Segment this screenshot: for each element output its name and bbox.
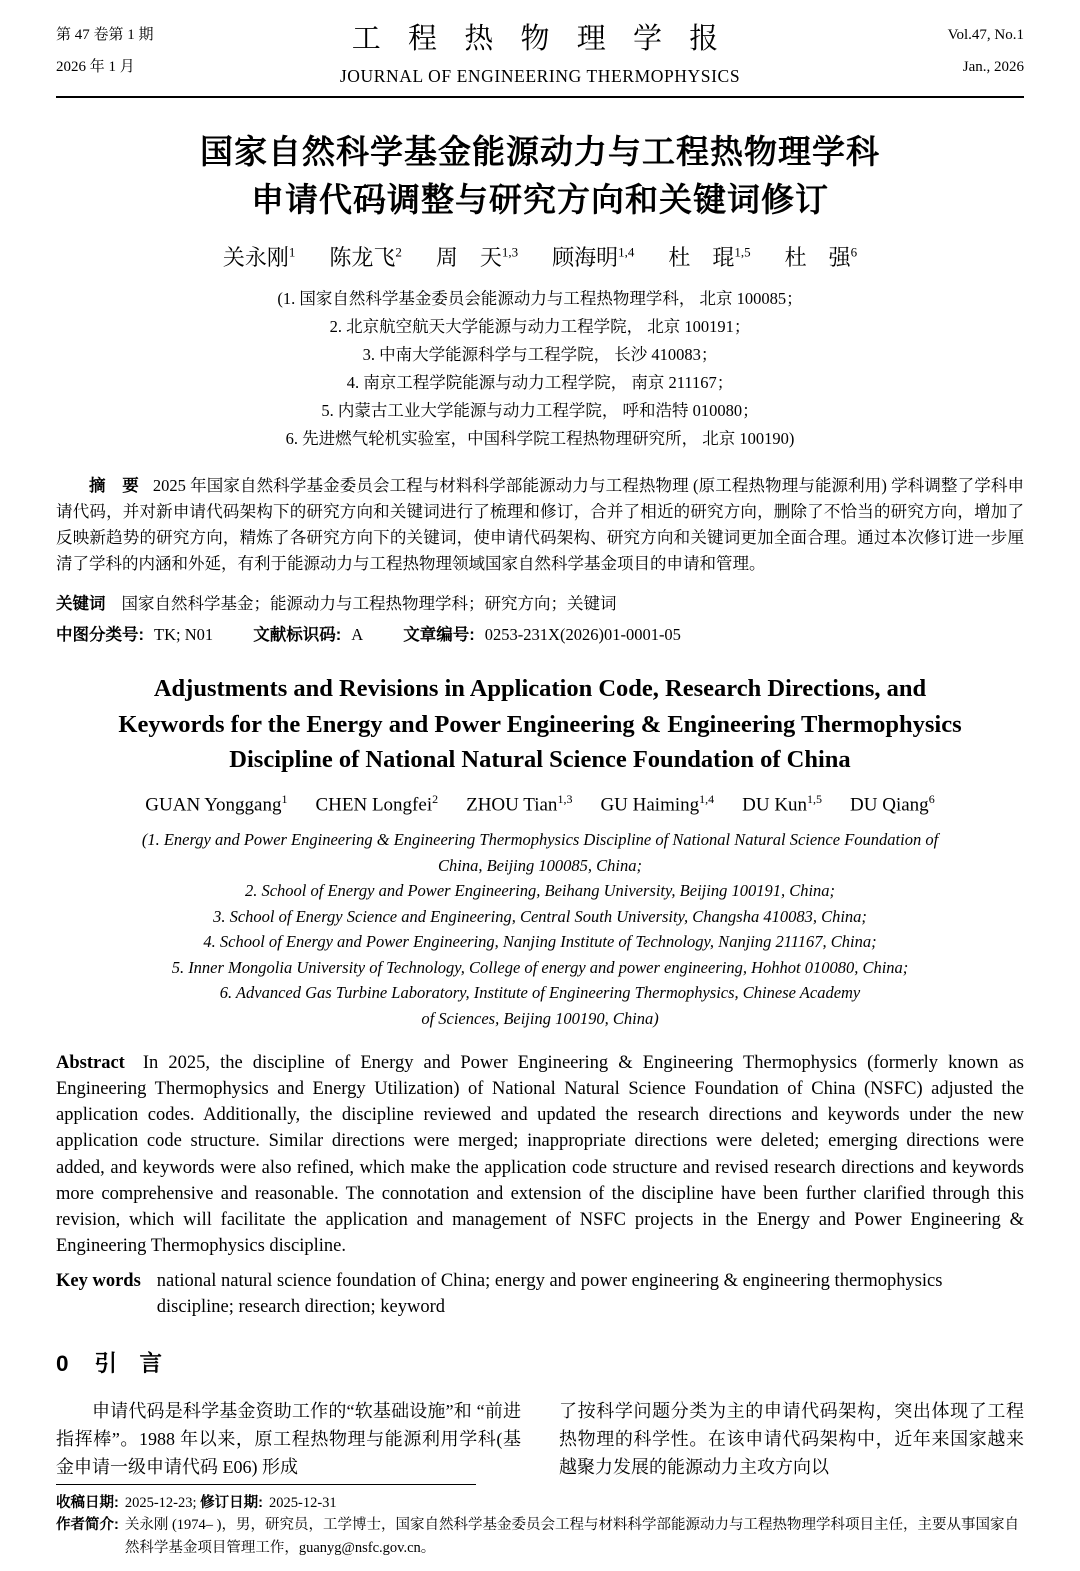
affiliations-cn xyxy=(56,285,1024,453)
section-title: 引 言 xyxy=(94,1351,163,1377)
affiliation-en-line: 2. School of Energy and Power Engineering, Beihang University, Beijing 100191, China; xyxy=(244,881,836,901)
affiliation-cn-line: 4. 南京工程学院能源与动力工程学院， 南京 211167； xyxy=(346,372,734,392)
authors-en xyxy=(56,792,1024,816)
footnote-block xyxy=(56,1484,1024,1559)
document-code xyxy=(253,625,363,644)
keywords-en xyxy=(56,1268,1024,1321)
abstract-en-label: Abstract xyxy=(56,1052,125,1073)
author-affil-sup: 1,4 xyxy=(699,791,715,806)
abstract-cn-label: 摘 要 xyxy=(89,476,139,495)
footnote-rule xyxy=(56,1484,476,1485)
document-code-value: A xyxy=(351,625,364,645)
author-name: 周 天 xyxy=(435,244,502,270)
author-cn xyxy=(552,241,634,272)
header-rule xyxy=(56,96,1024,98)
abstract-cn xyxy=(56,473,1024,577)
abstract-en xyxy=(56,1050,1024,1260)
author-en xyxy=(145,792,287,816)
paper-title-en-line1: Adjustments and Revisions in Application Code, Research Directions, and xyxy=(153,675,927,703)
affiliation-cn-line: 6. 先进燃气轮机实验室，中国科学院工程热物理研究所， 北京 100190) xyxy=(285,428,795,448)
author-affil-sup: 1 xyxy=(288,244,296,260)
paper-title-cn xyxy=(56,128,1024,224)
issue-info xyxy=(56,14,206,83)
affiliation-cn-line: (1. 国家自然科学基金委员会能源动力与工程热物理学科， 北京 100085； xyxy=(277,288,803,308)
author-name: DU Kun xyxy=(742,794,808,816)
revised-date-label: 修订日期: xyxy=(200,1494,263,1511)
author-bio-label: 作者简介: xyxy=(56,1517,119,1534)
paper-title-en-line2: Keywords for the Energy and Power Engineering & Engineering Thermophysics xyxy=(118,710,962,738)
body-column-right xyxy=(559,1398,1024,1482)
author-name: 关永刚 xyxy=(222,244,289,270)
author-en xyxy=(850,792,935,816)
author-name: DU Qiang xyxy=(850,794,929,816)
author-bio-text: 关永刚 (1974– )，男，研究员，工学博士，国家自然科学基金委员会工程与材料科学部能源动力与工程热物理学科项目主任，主要从事国家自然科学基金项目管理工作，guanyg@nsfc.gov.cn。 xyxy=(124,1517,1019,1556)
author-affil-sup: 1 xyxy=(281,791,288,806)
affiliation-en-line: China, Beijing 100085, China; xyxy=(438,855,642,875)
paper-title-en xyxy=(56,671,1024,778)
author-affil-sup: 1,4 xyxy=(618,244,635,260)
clc-number xyxy=(56,625,213,644)
keywords-cn-label: 关键词 xyxy=(56,595,106,614)
article-id-label: 文章编号: xyxy=(403,626,475,645)
clc-label: 中图分类号: xyxy=(56,626,144,645)
abstract-en-text: In 2025, the discipline of Energy and Power Engineering & Engineering Thermophysics (formerly known as Engineering Thermophysics and Energy Utilization) of National Natural Science Foundation of China (NSFC) adjusted the application codes. Additionally, the discipline reviewed and updated the research directions and keywords under the new application code structure. Similar directions were merged; inappropriate directions were deleted; emerging directions were added, and keywords were also refined, which make the application code structure and revised research directions and keywords more comprehensive and reasonable. The connotation and extension of the discipline have been further clarified through this revision, which will facilitate the application and management of NSFC projects in the Energy and Power Engineering & Engineering Thermophysics discipline. xyxy=(56,1052,1024,1257)
affiliation-en-line: 3. School of Energy Science and Engineering, Central South University, Changsha 410083, China; xyxy=(213,906,867,926)
author-en xyxy=(466,792,572,816)
author-bio-line xyxy=(56,1514,1024,1559)
affiliation-en-line: 6. Advanced Gas Turbine Laboratory, Institute of Engineering Thermophysics, Chinese Academy xyxy=(219,983,861,1003)
revised-date-value: 2025-12-31 xyxy=(269,1494,337,1511)
affiliation-cn-line: 2. 北京航空航天大学能源与动力工程学院， 北京 100191； xyxy=(329,316,751,336)
author-en xyxy=(315,792,438,816)
journal-header xyxy=(56,14,1024,87)
author-affil-sup: 6 xyxy=(928,791,935,806)
author-en xyxy=(742,792,822,816)
author-name: ZHOU Tian xyxy=(466,794,558,816)
article-id-value: 0253-231X(2026)01-0001-05 xyxy=(484,625,681,645)
author-affil-sup: 2 xyxy=(432,791,439,806)
volume-number: Vol.47, No.1 xyxy=(947,27,1024,43)
authors-cn xyxy=(56,241,1024,272)
received-date-label: 收稿日期: xyxy=(56,1494,119,1511)
affiliation-en-line: (1. Energy and Power Engineering & Engineering Thermophysics Discipline of National Natural Science Foundation of xyxy=(141,830,939,850)
author-affil-sup: 1,3 xyxy=(501,244,519,260)
author-affil-sup: 1,5 xyxy=(734,244,751,260)
author-name: CHEN Longfei xyxy=(315,794,433,816)
section-heading-introduction xyxy=(56,1346,1024,1378)
author-affil-sup: 6 xyxy=(850,244,858,260)
affiliation-en-line: of Sciences, Beijing 100190, China) xyxy=(421,1009,659,1029)
journal-name-block xyxy=(206,14,874,87)
affiliations-en xyxy=(56,827,1024,1032)
affiliation-cn-line: 3. 中南大学能源科学与工程学院， 长沙 410083； xyxy=(362,344,718,364)
body-paragraph-left: 申请代码是科学基金资助工作的“软基础设施”和 “前进指挥棒”。1988 年以来，原工程热物理与能源利用学科(基金申请一级申请代码 E06) 形成 xyxy=(56,1401,521,1478)
author-cn xyxy=(223,241,296,272)
author-name: GU Haiming xyxy=(600,794,700,816)
issue-date-en: Jan., 2026 xyxy=(962,58,1024,75)
author-affil-sup: 1,3 xyxy=(557,791,573,806)
issue-date-cn: 2026 年 1 月 xyxy=(56,58,135,75)
keywords-en-text: national natural science foundation of China; energy and power engineering & engineering thermophysics discipline; research direction; keyword xyxy=(156,1270,943,1317)
paper-title-en-line3: Discipline of National Natural Science Foundation of China xyxy=(229,746,851,774)
author-name: 顾海明 xyxy=(552,244,619,270)
body-column-left xyxy=(56,1398,521,1482)
article-meta-cn xyxy=(56,621,1024,645)
journal-name-cn: 工 程 热 物 理 学 报 xyxy=(351,23,729,55)
received-date-value: 2025-12-23; xyxy=(124,1494,197,1511)
author-affil-sup: 2 xyxy=(395,244,402,260)
author-name: 杜 强 xyxy=(784,244,851,270)
paper-title-cn-line1: 国家自然科学基金能源动力与工程热物理学科 xyxy=(200,133,880,170)
author-cn xyxy=(668,241,750,272)
article-id xyxy=(403,625,681,644)
paper-title-cn-line2: 申请代码调整与研究方向和关键词修订 xyxy=(251,180,829,218)
keywords-cn xyxy=(56,590,1024,614)
issue-volume: 第 47 卷第 1 期 xyxy=(56,27,154,43)
author-name: GUAN Yonggang xyxy=(145,794,282,816)
affiliation-en-line: 5. Inner Mongolia University of Technology, College of energy and power engineering, Hohhot 010080, China; xyxy=(171,957,909,977)
journal-name-en: JOURNAL OF ENGINEERING THERMOPHYSICS xyxy=(339,66,741,86)
body-paragraph-right: 了按科学问题分类为主的申请代码架构，突出体现了工程热物理的科学性。在该申请代码架构中，近年来国家越来越聚力发展的能源动力主攻方向以 xyxy=(559,1401,1024,1478)
author-en xyxy=(600,792,714,816)
author-cn xyxy=(329,241,402,272)
volume-info xyxy=(874,14,1024,83)
document-code-label: 文献标识码: xyxy=(253,626,342,645)
clc-value: TK; N01 xyxy=(154,625,214,645)
author-name: 陈龙飞 xyxy=(329,244,396,270)
author-affil-sup: 1,5 xyxy=(807,791,823,806)
author-name: 杜 琨 xyxy=(668,244,735,270)
keywords-cn-text: 国家自然科学基金；能源动力与工程热物理学科；研究方向；关键词 xyxy=(121,594,617,614)
author-cn xyxy=(436,241,518,272)
author-cn xyxy=(785,241,858,272)
affiliation-cn-line: 5. 内蒙古工业大学能源与动力工程学院， 呼和浩特 010080； xyxy=(321,400,759,420)
keywords-en-label: Key words xyxy=(56,1270,141,1291)
dates-line xyxy=(56,1492,1024,1514)
body-columns xyxy=(56,1398,1024,1482)
abstract-cn-text: 2025 年国家自然科学基金委员会工程与材料科学部能源动力与工程热物理 (原工程热物理与能源利用) 学科调整了学科申请代码，并对新申请代码架构下的研究方向和关键词进行了梳理和修订，合并了相近的研究方向，删除了不恰当的研究方向，增加了反映新趋势的研究方向，精炼了各研究方向下的关键词，使申请代码架构、研究方向和关键词更加全面合理。通过本次修订进一步厘清了学科的内涵和外延，有利于能源动力与工程热物理领域国家自然科学基金项目的申请和管理。 xyxy=(56,475,1025,574)
affiliation-en-line: 4. School of Energy and Power Engineering, Nanjing Institute of Technology, Nanjing 211167, China; xyxy=(203,932,877,952)
section-number: 0 xyxy=(56,1351,69,1377)
